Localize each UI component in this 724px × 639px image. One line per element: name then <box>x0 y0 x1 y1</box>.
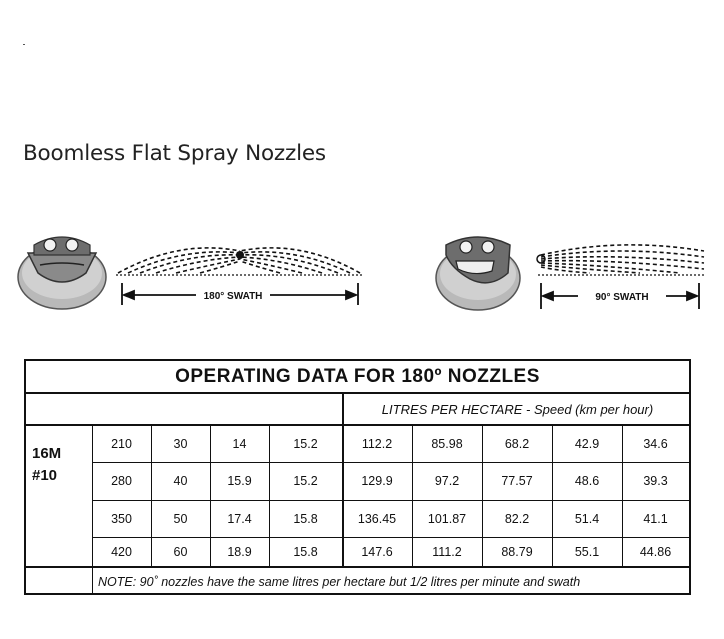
header-divider <box>26 392 689 394</box>
table-cell: 15.9 <box>227 474 252 488</box>
table-cell: 39.3 <box>643 474 668 488</box>
table-subheader: LITRES PER HECTARE - Speed (km per hour) <box>381 401 654 417</box>
page-title: Boomless Flat Spray Nozzles <box>23 141 326 166</box>
table-cell: 210 <box>111 437 132 451</box>
table-cell: 51.4 <box>574 511 600 526</box>
spray-origin-180 <box>236 251 244 259</box>
table-cell: 30 <box>173 437 188 451</box>
nozzle-180-icon <box>18 237 106 309</box>
spray-fan-90 <box>541 245 704 273</box>
table-cell: 129.9 <box>361 474 393 488</box>
table-cell: 77.57 <box>501 474 533 488</box>
table-cell: 136.45 <box>357 511 397 526</box>
nozzle-model-code: 16M <box>32 445 62 462</box>
table-cell: 350 <box>111 511 132 526</box>
table-cell: 17.4 <box>227 511 252 526</box>
nozzle-90-icon <box>436 237 520 310</box>
table-cell: 15.8 <box>293 511 318 526</box>
table-cell: 40 <box>173 474 188 488</box>
speck <box>23 44 25 45</box>
table-cell: 18.9 <box>227 544 252 559</box>
table-cell: 15.8 <box>293 544 318 559</box>
table-cell: 111.2 <box>432 544 462 559</box>
nozzle-model <box>32 443 61 487</box>
table-cell: 88.79 <box>501 544 533 559</box>
nozzle-illustrations <box>0 215 724 320</box>
table-cell: 97.2 <box>434 474 460 488</box>
table-cell: 34.6 <box>643 437 668 451</box>
table-cell: 420 <box>111 544 132 559</box>
table-note: NOTE: 90˚ nozzles have the same litres per hectare but 1/2 litres per minute and swath <box>98 574 581 589</box>
table-cell: 68.2 <box>504 437 530 451</box>
table-cell: 112.2 <box>361 437 393 451</box>
table-cell: 44.86 <box>639 544 672 559</box>
operating-data-table <box>24 359 691 595</box>
table-cell: 101.87 <box>427 511 467 526</box>
note-divider <box>26 566 689 568</box>
table-header: OPERATING DATA FOR 180º NOZZLES <box>175 366 540 387</box>
table-cell: 82.2 <box>504 511 530 526</box>
table-cell: 15.2 <box>293 474 318 488</box>
table-cell: 60 <box>173 544 188 559</box>
table-cell: 85.98 <box>431 437 463 451</box>
table-cell: 42.9 <box>574 437 600 451</box>
subheader-left-divider <box>342 394 344 424</box>
table-cell: 280 <box>111 474 132 488</box>
table-cell: 48.6 <box>574 474 600 488</box>
table-cell: 15.2 <box>293 437 318 451</box>
swath-label-90: 90° SWATH <box>595 292 649 303</box>
nozzle-model-number: #10 <box>32 467 58 484</box>
table-cell: 14 <box>232 437 247 451</box>
table-cell: 147.6 <box>361 544 393 559</box>
table-cell: 50 <box>173 511 188 526</box>
swath-label-180: 180° SWATH <box>203 291 263 302</box>
table-cell: 55.1 <box>574 544 600 559</box>
table-cell: 41.1 <box>643 511 668 526</box>
